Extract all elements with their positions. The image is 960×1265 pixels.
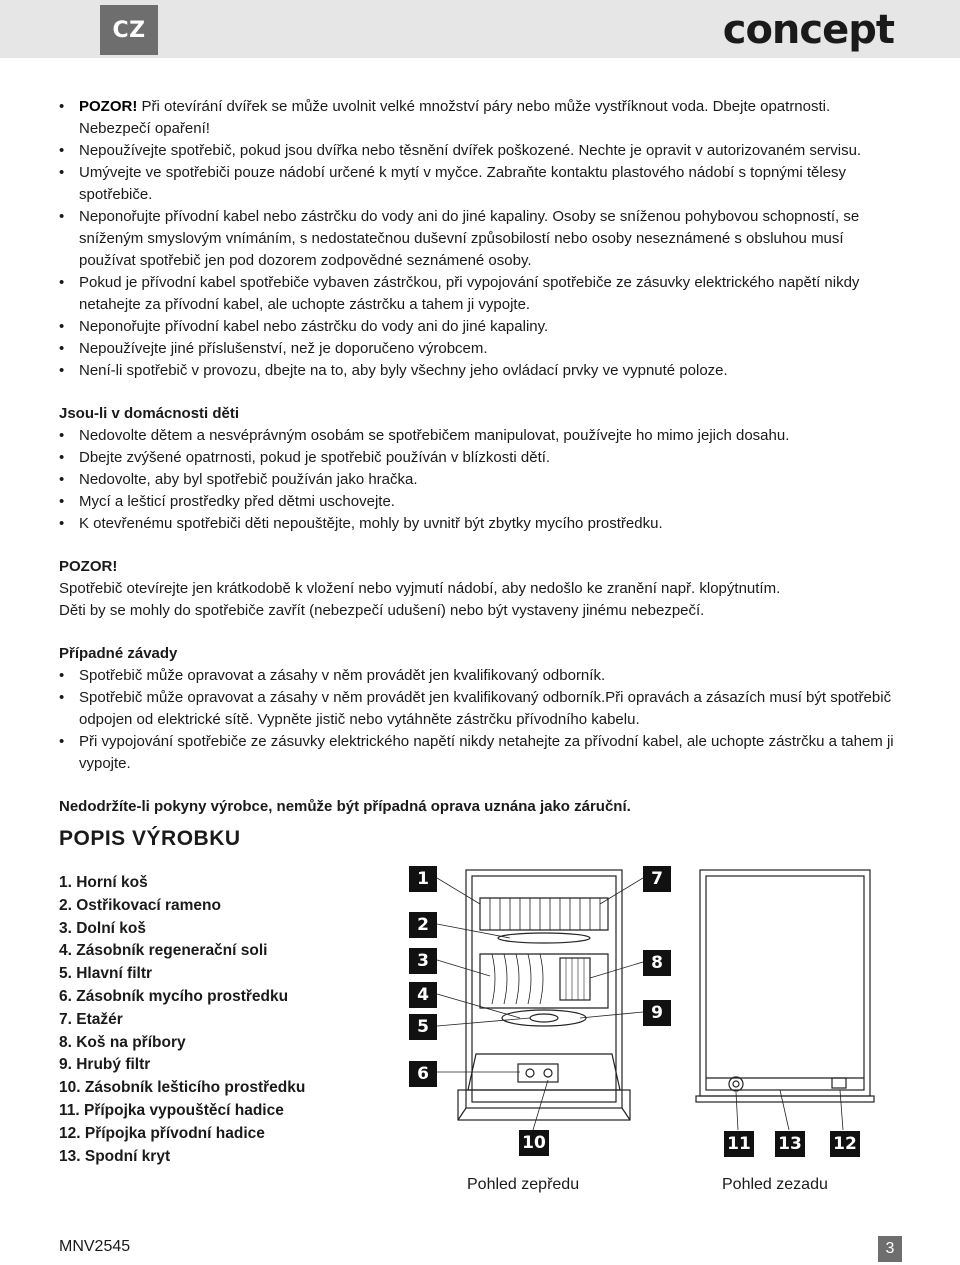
callout-label: 3 (409, 948, 437, 974)
list-item: • Nedovolte dětem a nesvéprávným osobám se spotřebičem manipulovat, používejte ho mimo jejich dosahu. (59, 425, 904, 447)
list-item: • Při vypojování spotřebiče ze zásuvky elektrického napětí nikdy netahejte za přívodní kabel, ale uchopte zástrčku a tahem ji vypojte. (59, 731, 904, 775)
brand-logo: concept (722, 7, 894, 53)
product-heading: POPIS VÝROBKU (59, 827, 241, 850)
children-heading: Jsou-li v domácnosti děti (59, 405, 240, 422)
list-item: 8. Koš na příbory (59, 1033, 186, 1051)
callout-label: 2 (409, 912, 437, 938)
list-item: 5. Hlavní filtr (59, 965, 153, 983)
dishwasher-illustration (400, 858, 880, 1158)
callout-label: 10 (519, 1130, 549, 1156)
list-item: 9. Hrubý filtr (59, 1056, 151, 1074)
model-number: MNV2545 (59, 1238, 131, 1255)
callout-label: 6 (409, 1061, 437, 1087)
callout-label: 8 (643, 950, 671, 976)
list-item: • Dbejte zvýšené opatrnosti, pokud je spotřebič používán v blízkosti dětí. (59, 447, 904, 469)
list-item: • Nepoužívejte jiné příslušenství, než je doporučeno výrobcem. (59, 338, 904, 360)
parts-list (59, 872, 305, 1168)
faults-list (59, 665, 904, 775)
list-item: 2. Ostřikovací rameno (59, 896, 221, 914)
dishwasher-diagram (400, 858, 880, 1198)
callout-label: 5 (409, 1014, 437, 1040)
list-item: 12. Přípojka přívodní hadice (59, 1124, 265, 1142)
manual-body (59, 96, 904, 850)
language-badge: CZ (100, 5, 158, 55)
callout-label: 4 (409, 982, 437, 1008)
list-item: • Nepoužívejte spotřebič, pokud jsou dvířka nebo těsnění dvířek poškozené. Nechte je opravit v autorizovaném servisu. (59, 140, 904, 162)
list-item: 11. Přípojka vypouštěcí hadice (59, 1101, 284, 1119)
list-item: • Neponořujte přívodní kabel nebo zástrčku do vody ani do jiné kapaliny. Osoby se sníženou pohybovou schopností, se sníženým smyslovým vnímáním, s nedostatečnou duševní způsobilostí nebo osoby neseznámené s obsluhou musí používat spotřebič jen pod dozorem zodpovědné seznámené osoby. (59, 206, 904, 272)
callout-label: 1 (409, 866, 437, 892)
list-item: 4. Zásobník regenerační soli (59, 942, 268, 960)
callout-label: 9 (643, 1000, 671, 1026)
faults-heading: Případné závady (59, 645, 178, 662)
list-item: • Spotřebič může opravovat a zásahy v něm provádět jen kvalifikovaný odborník.Při opravách a zásazích musí být spotřebič odpojen od elektrické sítě. Vypněte jistič nebo vytáhněte zástrčku přívodního kabelu. (59, 687, 904, 731)
callout-label: 12 (830, 1131, 860, 1157)
list-item: 3. Dolní koš (59, 919, 146, 937)
front-view-caption: Pohled zepředu (467, 1176, 580, 1193)
list-item: 6. Zásobník mycího prostředku (59, 987, 289, 1005)
warranty-note: Nedodržíte-li pokyny výrobce, nemůže být případná oprava uznána jako záruční. (59, 798, 631, 815)
warning-heading: POZOR! (59, 558, 118, 575)
list-item: • Umývejte ve spotřebiči pouze nádobí určené k mytí v myčce. Zabraňte kontaktu plastového nádobí s topnými tělesy spotřebiče. (59, 162, 904, 206)
warning-line-1: Spotřebič otevírejte jen krátkodobě k vložení nebo vyjmutí nádobí, aby nedošlo ke zranění např. klopýtnutím. (59, 580, 781, 597)
list-item: • Nedovolte, aby byl spotřebič používán jako hračka. (59, 469, 904, 491)
list-item: 13. Spodní kryt (59, 1147, 171, 1165)
rear-view-caption: Pohled zezadu (722, 1176, 828, 1193)
list-item: 7. Etažér (59, 1010, 123, 1028)
children-list (59, 425, 904, 535)
list-item: 1. Horní koš (59, 874, 148, 891)
callout-label: 11 (724, 1131, 754, 1157)
list-item: 10. Zásobník lešticího prostředku (59, 1079, 306, 1097)
warning-line-2: Děti by se mohly do spotřebiče zavřít (nebezpečí udušení) nebo být vystaveny jinému nebezpečí. (59, 602, 705, 619)
list-item: • POZOR! Při otevírání dvířek se může uvolnit velké množství páry nebo může vystříknout voda. Dbejte opatrnosti. Nebezpečí opaření! (59, 96, 904, 140)
header-bar (0, 0, 960, 58)
list-item: • Neponořujte přívodní kabel nebo zástrčku do vody ani do jiné kapaliny. (59, 316, 904, 338)
list-item: • Není-li spotřebič v provozu, dbejte na to, aby byly všechny jeho ovládací prvky ve vypnuté poloze. (59, 360, 904, 382)
callout-label: 13 (775, 1131, 805, 1157)
list-item: • Mycí a lešticí prostředky před dětmi uschovejte. (59, 491, 904, 513)
safety-list (59, 96, 904, 382)
callout-label: 7 (643, 866, 671, 892)
list-item: • Pokud je přívodní kabel spotřebiče vybaven zástrčkou, při vypojování spotřebiče ze zásuvky elektrického napětí nikdy netahejte za přívodní kabel, ale uchopte zástrčku a tahem ji vypojte. (59, 272, 904, 316)
list-item: • Spotřebič může opravovat a zásahy v něm provádět jen kvalifikovaný odborník. (59, 665, 904, 687)
list-item: • K otevřenému spotřebiči děti nepouštějte, mohly by uvnitř být zbytky mycího prostředku. (59, 513, 904, 535)
page-number: 3 (878, 1236, 902, 1262)
